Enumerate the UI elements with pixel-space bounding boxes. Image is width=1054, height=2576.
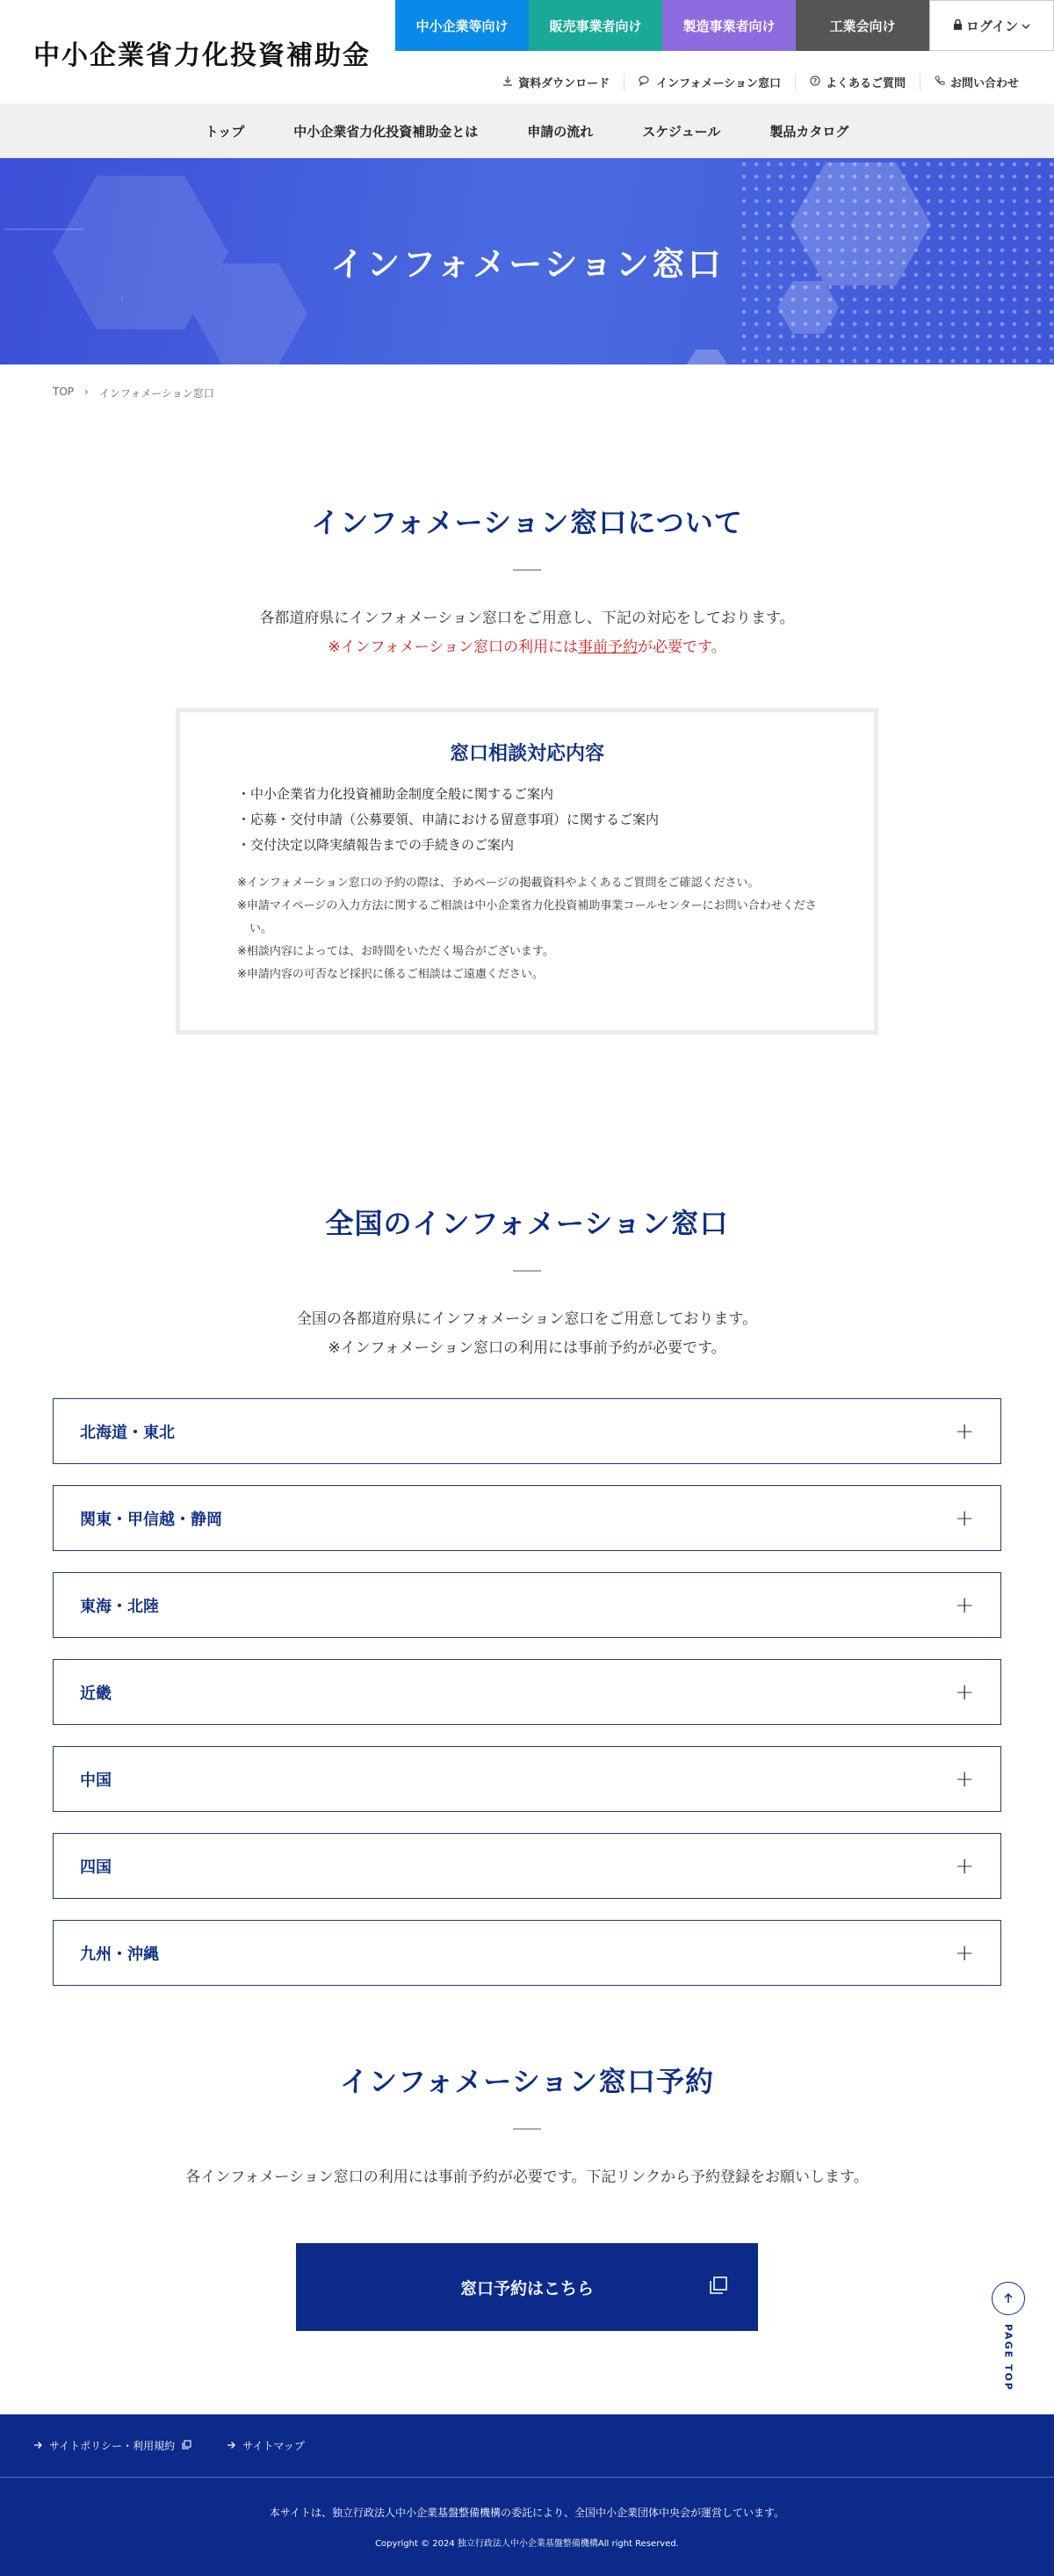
lock-icon: [953, 18, 963, 33]
plus-icon: +: [955, 1418, 974, 1445]
hex-decoration: [685, 350, 729, 364]
site-policy-link[interactable]: [33, 2438, 191, 2453]
note: ※申請内容の可否など採択に係るご相談はご遠慮ください。: [237, 968, 544, 981]
contact-link-label: お問い合わせ: [949, 77, 1019, 90]
reservation-button-label: 窓口予約はこちら: [459, 2278, 594, 2298]
download-link-label: 資料ダウンロード: [518, 77, 610, 90]
note: ※インフォメーション窓口の予約の際は、予めページの掲載資料やよくあるご質問をご確認ください。: [237, 877, 760, 890]
tab-sme[interactable]: 中小企業等向け: [395, 0, 529, 51]
site-footer: [0, 2414, 1054, 2576]
breadcrumb-current: インフォメーション窓口: [98, 387, 214, 400]
region-label: 中国: [80, 1771, 112, 1790]
region-accordion: [53, 1398, 1001, 1986]
external-link-icon: [182, 2440, 191, 2452]
gnav-schedule[interactable]: スケジュール: [642, 123, 721, 140]
gnav-about-subsidy[interactable]: 中小企業省力化投資補助金とは: [293, 123, 479, 140]
faq-link[interactable]: [795, 74, 920, 90]
operator-notice: 本サイトは、独立行政法人中小企業基盤整備機構の委託により、全国中小企業団体中央会が運営しています。: [269, 2507, 785, 2519]
info-desk-link[interactable]: [624, 74, 795, 90]
about-lead: 各都道府県にインフォメーション窓口をご用意し、下記の対応をしております。: [259, 610, 795, 627]
about-title: インフォメーション窓口について: [311, 506, 743, 539]
hero-banner: [0, 158, 1054, 364]
global-nav: [0, 104, 1054, 158]
region-tokai-hokuriku[interactable]: [53, 1572, 1001, 1638]
plus-icon: +: [955, 1591, 974, 1619]
tab-manufacturer[interactable]: 製造事業者向け: [662, 0, 796, 51]
tab-industry-association[interactable]: 工業会向け: [796, 0, 929, 51]
plus-icon: +: [955, 1939, 974, 1966]
copyright: Copyright © 2024 独立行政法人中小企業基盤整備機構All right Reserved.: [375, 2539, 679, 2549]
reservation-section: [0, 2007, 1054, 2414]
title-divider: [513, 569, 541, 571]
consultation-item: ・ 中小企業省力化投資補助金制度全般に関するご案内: [237, 782, 817, 807]
footer-links: [0, 2414, 1054, 2478]
region-label: 東海・北陸: [80, 1597, 159, 1616]
arrow-right-icon: [227, 2440, 235, 2452]
gnav-top[interactable]: トップ: [205, 123, 245, 140]
breadcrumb: [0, 364, 1054, 422]
download-link[interactable]: [488, 74, 624, 90]
region-kinki[interactable]: [53, 1659, 1001, 1725]
plus-icon: +: [955, 1504, 974, 1532]
contact-link[interactable]: [920, 74, 1033, 90]
site-logo[interactable]: 中小企業省力化投資補助金: [33, 40, 371, 71]
svg-text:?: ?: [812, 76, 818, 85]
plus-icon: +: [955, 1852, 974, 1880]
arrow-right-icon: [33, 2440, 42, 2452]
region-label: 近畿: [80, 1684, 112, 1703]
about-section: [0, 422, 1054, 1035]
info-desk-link-label: インフォメーション窓口: [656, 77, 781, 90]
about-warning: [0, 633, 1054, 662]
consultation-item: ・ 応募・交付申請（公募要領、申請における留意事項）に関するご案内: [237, 807, 817, 833]
faq-link-label: よくあるご質問: [825, 77, 906, 90]
site-policy-label: サイトポリシー・利用規約: [49, 2440, 176, 2452]
page-title: インフォメーション窓口: [330, 245, 724, 284]
login-button[interactable]: [929, 0, 1054, 51]
question-icon: [810, 76, 820, 90]
download-icon: [502, 76, 513, 90]
title-divider: [513, 1270, 541, 1272]
region-label: 関東・甲信越・静岡: [80, 1510, 222, 1529]
region-shikoku[interactable]: [53, 1833, 1001, 1899]
reservation-title: インフォメーション窓口予約: [339, 2065, 715, 2098]
region-hokkaido-tohoku[interactable]: [53, 1398, 1001, 1464]
page-top-button[interactable]: [991, 2282, 1026, 2392]
breadcrumb-home[interactable]: TOP: [53, 386, 75, 398]
consultation-item: ・ 交付決定以降実績報告までの手続きのご案内: [237, 833, 817, 858]
region-label: 四国: [80, 1858, 112, 1877]
region-kyushu-okinawa[interactable]: [53, 1920, 1001, 1986]
arrow-up-icon: [992, 2282, 1025, 2315]
national-section: [0, 1035, 1054, 1986]
region-kanto[interactable]: [53, 1485, 1001, 1551]
login-label: ログイン: [965, 18, 1019, 34]
warning-suffix: が必要です。: [638, 639, 726, 656]
region-label: 北海道・東北: [80, 1423, 175, 1442]
sitemap-link[interactable]: [227, 2438, 305, 2453]
advance-reservation-link[interactable]: 事前予約: [578, 639, 639, 656]
sitemap-label: サイトマップ: [242, 2440, 305, 2452]
gnav-application-flow[interactable]: 申請の流れ: [527, 123, 594, 140]
reservation-lead: 各インフォメーション窓口の利用には事前予約が必要です。下記リンクから予約登録をお願いします。: [185, 2168, 869, 2186]
national-lead: 全国の各都道府県にインフォメーション窓口をご用意しております。: [296, 1310, 758, 1328]
reservation-button[interactable]: [296, 2243, 758, 2331]
external-link-icon: [709, 2276, 728, 2295]
site-header: [0, 0, 1054, 104]
chat-icon: [639, 76, 651, 90]
national-title: 全国のインフォメーション窓口: [325, 1207, 729, 1240]
plus-icon: +: [955, 1678, 974, 1706]
national-note: ※インフォメーション窓口の利用には事前予約が必要です。: [328, 1339, 726, 1357]
page-top-label: PAGE TOP: [1002, 2324, 1014, 2392]
breadcrumb-separator: ›: [84, 386, 89, 398]
plus-icon: +: [955, 1765, 974, 1793]
region-chugoku[interactable]: [53, 1746, 1001, 1812]
consultation-notes: [237, 872, 817, 986]
consultation-box: [176, 708, 878, 1035]
utility-links: [488, 74, 1033, 90]
note: ※申請マイページの入力方法に関するご相談は中小企業省力化投資補助事業コールセンターにお問い合わせください。: [237, 899, 817, 935]
footer-bottom: [0, 2478, 1054, 2576]
warning-prefix: ※インフォメーション窓口の利用には: [328, 639, 579, 656]
audience-tabs: [395, 0, 1054, 51]
note: ※相談内容によっては、お時間をいただく場合がございます。: [237, 945, 554, 958]
consultation-title: 窓口相談対応内容: [449, 743, 604, 765]
chevron-down-icon: [1022, 18, 1030, 33]
phone-icon: [935, 76, 945, 90]
gnav-product-catalog[interactable]: 製品カタログ: [769, 123, 849, 140]
title-divider: [513, 2128, 541, 2130]
region-label: 九州・沖縄: [80, 1945, 159, 1964]
tab-sales-business[interactable]: 販売事業者向け: [529, 0, 662, 51]
